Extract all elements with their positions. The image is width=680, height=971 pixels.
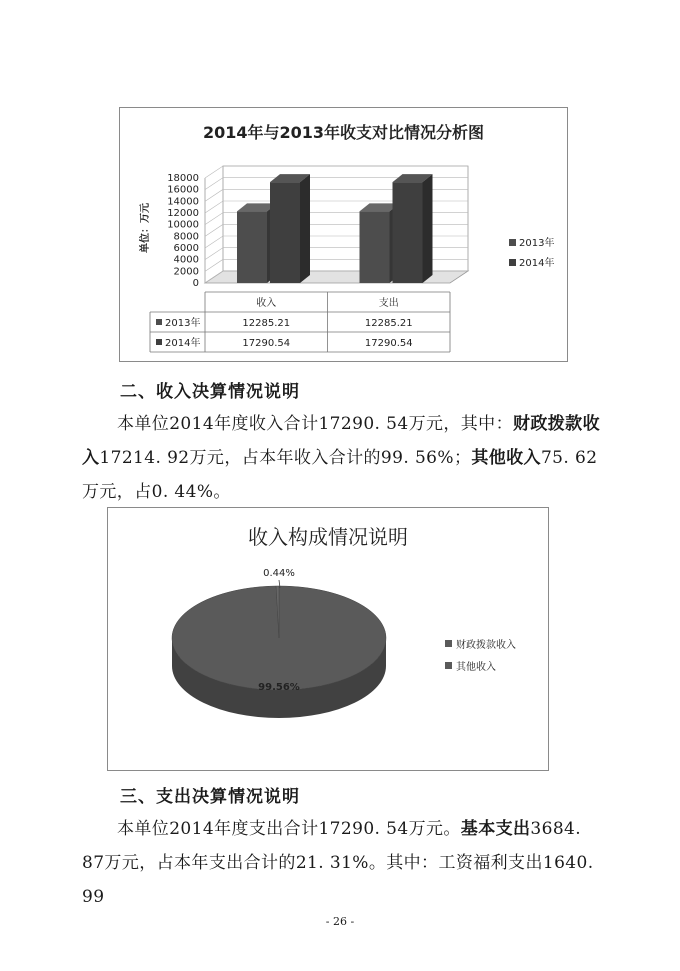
y-tick-label: 18000 [167,173,199,184]
y-tick-label: 16000 [167,184,199,196]
legend-key [509,259,516,266]
table-cell-value: 17290.54 [364,338,413,349]
income-text-mid: 17214. 92万元，占本年收入合计的99. 56%； [99,448,472,468]
bar [270,182,300,283]
table-legend-key [156,319,162,325]
bar [360,211,390,283]
legend-label: 其他收入 [456,662,496,673]
table-series-name: 2014年 [165,338,201,349]
y-tick-label: 6000 [173,243,199,254]
y-tick-label: 10000 [167,219,199,231]
section-heading-expense: 三、支出决算情况说明 [120,787,300,807]
comparison-bar-chart [119,107,568,362]
income-pie-chart [107,507,549,771]
expense-paragraph [82,812,607,914]
pie-chart-canvas [108,508,548,770]
chart-title: 收入构成情况说明 [248,525,408,549]
table-cell-value: 17290.54 [242,338,291,349]
income-text-tail: 75. 62万元，占0. 44%。 [82,448,598,502]
table-cell-value: 12285.21 [242,318,291,329]
legend-label: 2014年 [519,258,555,269]
y-tick-label: 8000 [173,231,199,243]
bar-side [300,174,310,283]
income-paragraph [82,407,607,509]
expense-text-tail: 3684. 87万元，占本年支出合计的21. 31%。其中：工资福利支出1640. 99 [82,819,594,907]
page-number: - 26 - [325,915,355,928]
y-axis-label: 单位：万元 [140,203,151,253]
section-heading-income: 二、收入决算情况说明 [120,382,300,402]
legend-key [509,239,516,246]
y-tick-label: 0 [192,278,199,289]
x-category-label: 支出 [378,298,399,309]
chart-title: 2014年与2013年收支对比情况分析图 [202,123,485,142]
pie-label: 0.44% [263,568,295,579]
x-category-label: 收入 [256,298,277,309]
legend-label: 财政拨款收入 [456,640,516,651]
expense-text-lead: 本单位2014年度支出合计17290. 54万元。 [117,819,461,839]
legend-label: 2013年 [519,238,555,249]
bar-chart-canvas [120,108,567,361]
pie-label: 99.56% [258,682,300,693]
bar [393,182,423,283]
y-tick-label: 14000 [167,196,199,208]
expense-bold-basic: 基本支出 [460,819,531,839]
table-series-name: 2013年 [165,318,201,329]
income-text-lead: 本单位2014年度收入合计17290. 54万元，其中： [117,414,513,434]
legend-key [445,662,452,669]
y-tick-label: 12000 [167,208,199,219]
y-tick-label: 2000 [173,266,199,278]
table-cell-value: 12285.21 [364,318,413,329]
bar [237,211,267,283]
table-legend-key [156,339,162,345]
legend-key [445,640,452,647]
income-bold-fiscal: 财政拨款收入 [82,414,600,468]
bar-side [423,174,433,283]
income-bold-other: 其他收入 [471,448,541,468]
y-tick-label: 4000 [173,254,199,266]
